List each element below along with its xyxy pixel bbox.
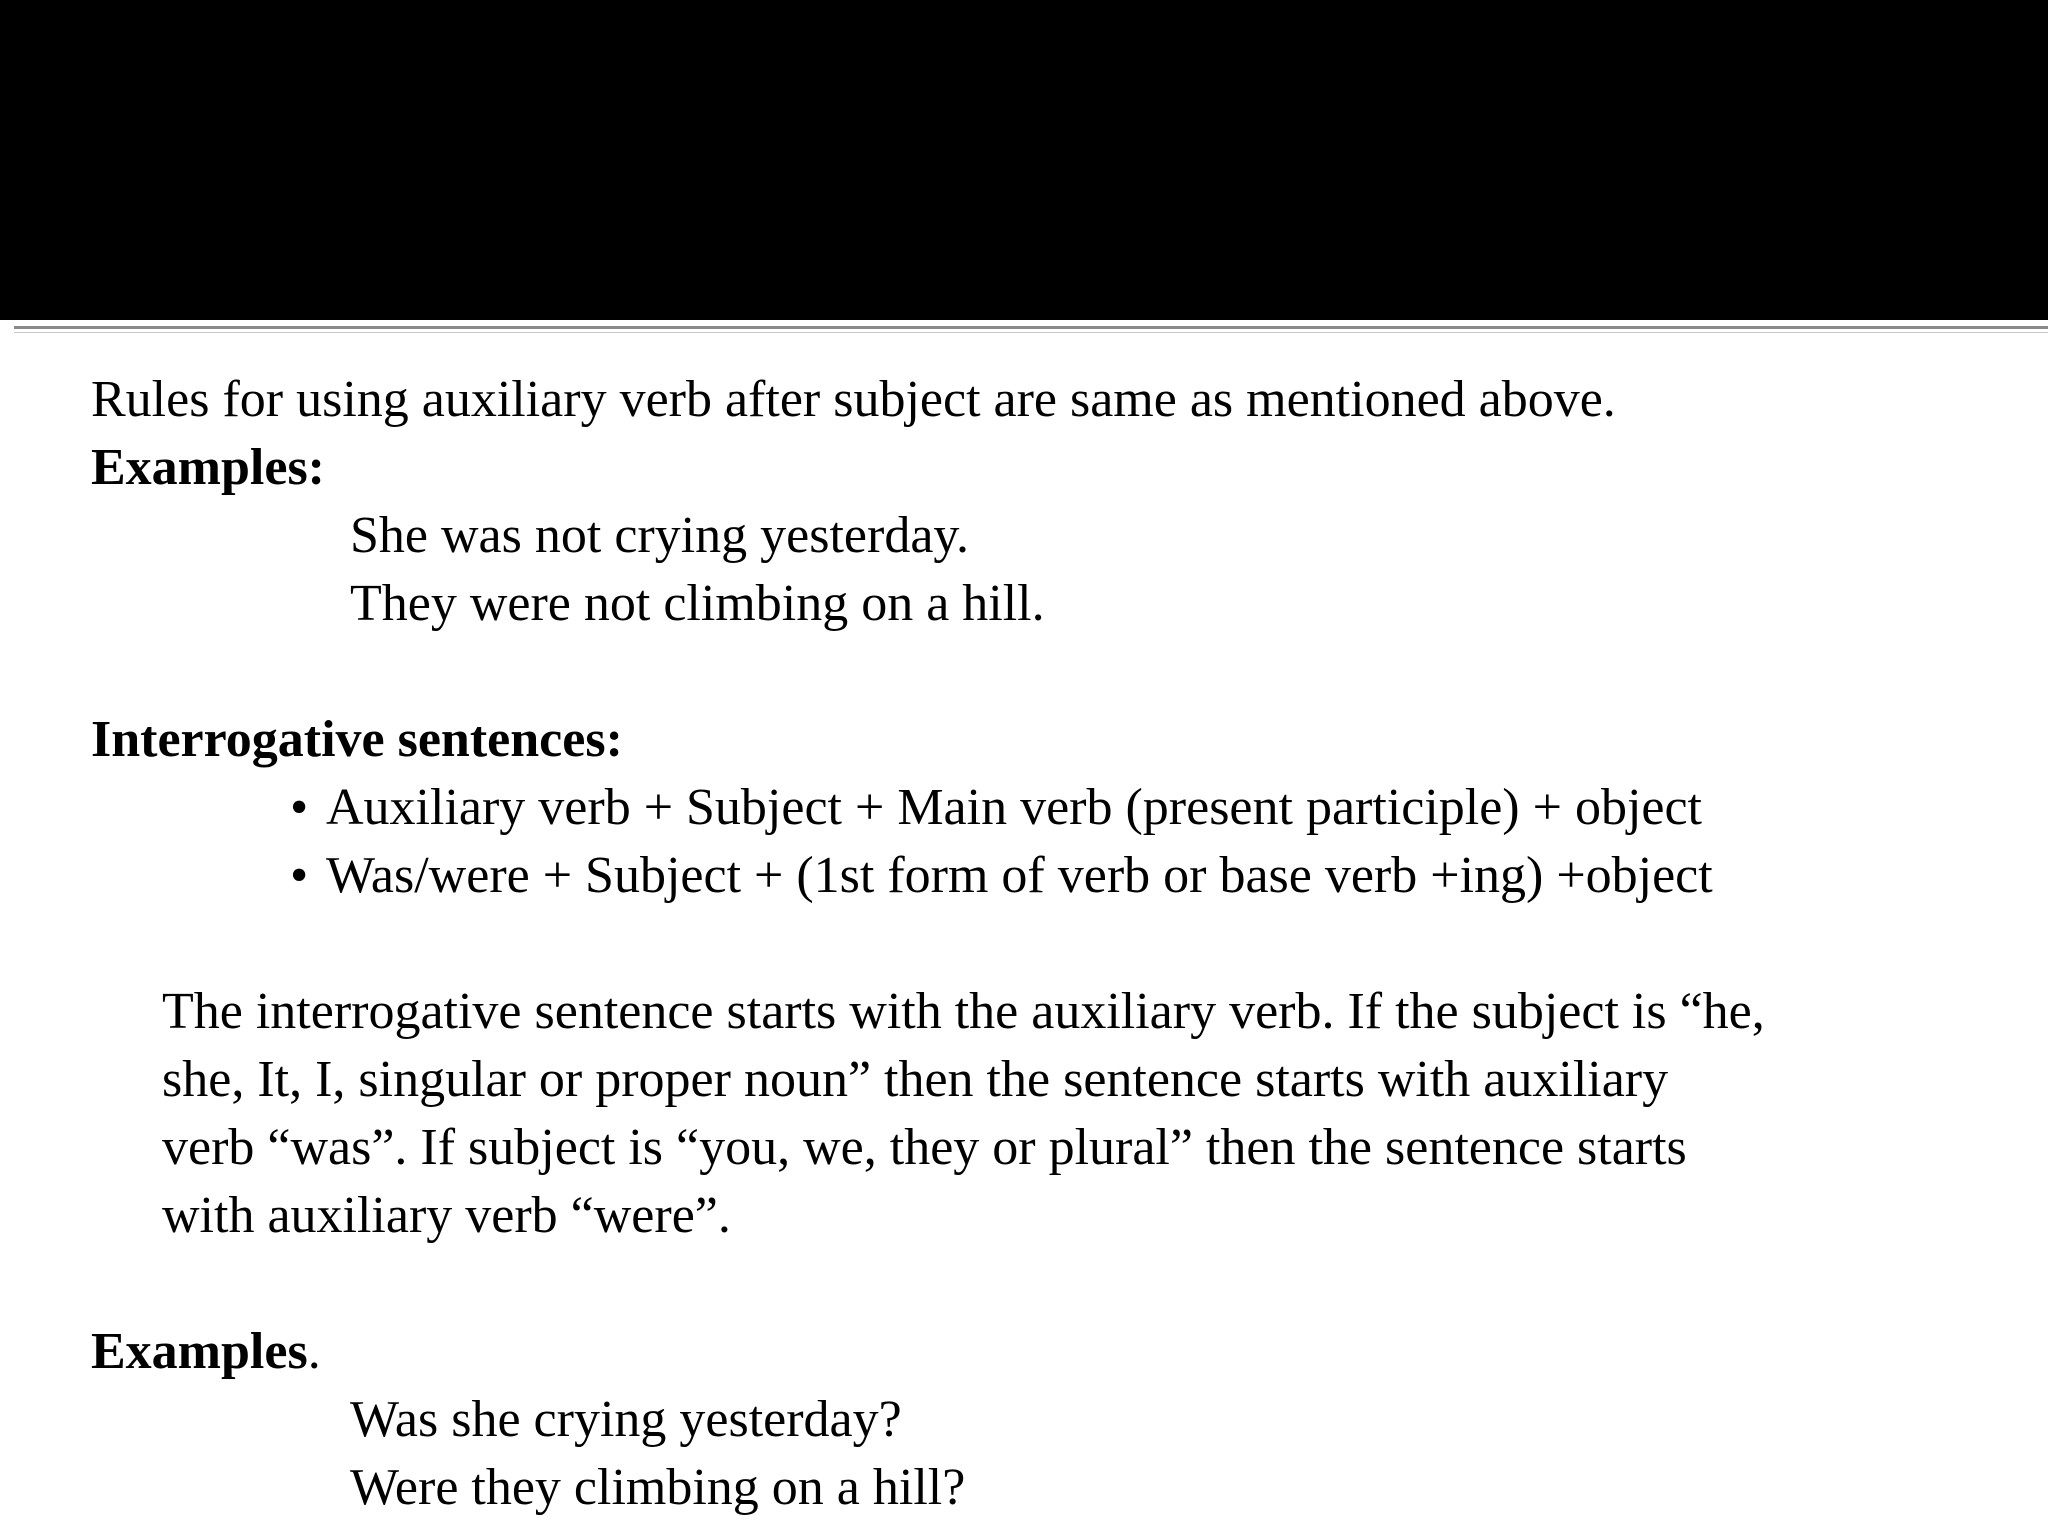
negative-example: She was not crying yesterday. xyxy=(350,507,970,564)
interrogative-heading: Interrogative sentences: xyxy=(91,711,623,768)
spacer xyxy=(91,638,2021,706)
paragraph-line: with auxiliary verb “were”. xyxy=(162,1187,731,1244)
divider-line-thin xyxy=(14,332,2048,333)
bullet-item xyxy=(91,842,2021,910)
paragraph-line: The interrogative sentence starts with the auxiliary verb. If the subject is “he, xyxy=(162,983,1765,1040)
bullet-item xyxy=(91,774,2021,842)
explanation-paragraph xyxy=(91,978,2022,1250)
examples-heading-2-punct: . xyxy=(307,1323,321,1380)
examples-heading-2 xyxy=(91,1318,2021,1386)
negative-example: They were not climbing on a hill. xyxy=(350,575,1045,632)
bullet-text: Auxiliary verb + Subject + Main verb (present participle) + object xyxy=(326,779,1702,836)
divider-line xyxy=(14,326,2048,329)
examples-heading: Examples: xyxy=(91,439,325,496)
bullet-icon: • xyxy=(290,779,309,836)
paragraph-line: she, It, I, singular or proper noun” then the sentence starts with auxiliary xyxy=(162,1051,1669,1108)
title-band xyxy=(0,0,2048,320)
slide-body xyxy=(91,366,2021,1522)
spacer xyxy=(91,1250,2021,1318)
question-example: Was she crying yesterday? xyxy=(350,1391,902,1448)
paragraph-line: verb “was”. If subject is “you, we, they or plural” then the sentence starts xyxy=(162,1119,1687,1176)
intro-text: Rules for using auxiliary verb after subject are same as mentioned above. xyxy=(91,371,1616,428)
bullet-icon: • xyxy=(290,847,309,904)
bullet-text: Was/were + Subject + (1st form of verb or base verb +ing) +object xyxy=(326,847,1713,904)
examples-heading-2-text: Examples xyxy=(91,1323,308,1380)
spacer xyxy=(91,910,2021,978)
question-example: Were they climbing on a hill? xyxy=(350,1459,966,1516)
